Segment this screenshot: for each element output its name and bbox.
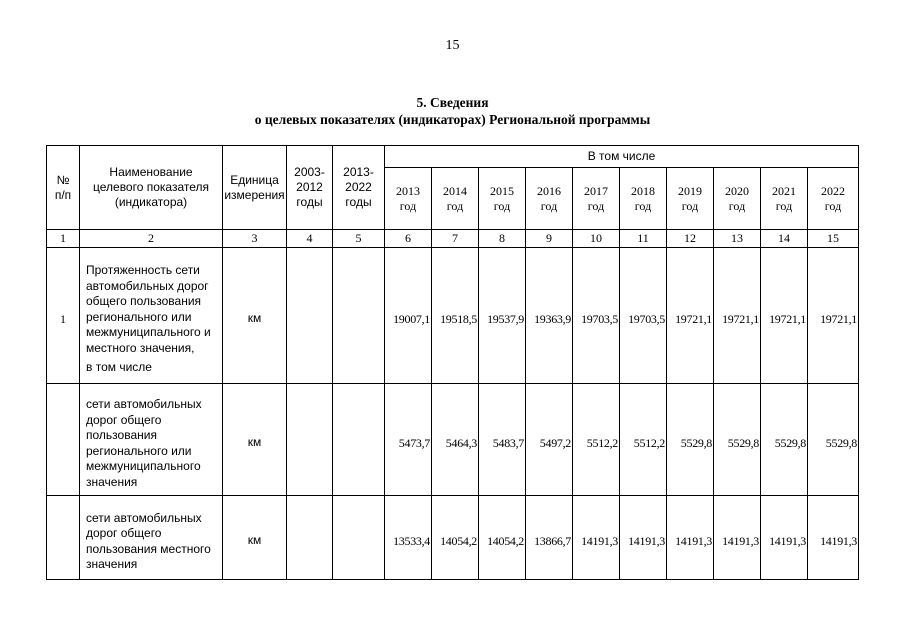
row-number: 1 [47, 248, 80, 384]
column-number: 4 [287, 230, 333, 248]
value-2019: 14191,3 [667, 496, 714, 580]
value-2020: 14191,3 [714, 496, 761, 580]
column-number: 5 [333, 230, 385, 248]
value-2003-2012 [287, 496, 333, 580]
header-year: 2020 год [714, 168, 761, 230]
table-row [47, 496, 859, 580]
value-2022: 19721,1 [808, 248, 859, 384]
indicator-name-sub: в том числе [86, 360, 152, 375]
value-2016: 5497,2 [526, 384, 573, 496]
header-year: 2017 год [573, 168, 620, 230]
indicator-name: сети автомобильных дорог общего пользования местного значения [80, 496, 223, 580]
value-2017: 5512,2 [573, 384, 620, 496]
column-number: 9 [526, 230, 573, 248]
header-year: 2021 год [761, 168, 808, 230]
header-num: № п/п [47, 146, 80, 230]
value-2016: 19363,9 [526, 248, 573, 384]
column-number: 15 [808, 230, 859, 248]
column-number: 8 [479, 230, 526, 248]
column-number: 1 [47, 230, 80, 248]
header-period-2013-2022: 2013- 2022 годы [333, 146, 385, 230]
value-2014: 14054,2 [432, 496, 479, 580]
column-number: 2 [80, 230, 223, 248]
value-2013: 5473,7 [385, 384, 432, 496]
value-2015: 14054,2 [479, 496, 526, 580]
column-number: 3 [223, 230, 287, 248]
value-2013-2022 [333, 384, 385, 496]
header-unit: Единица измерения [223, 146, 287, 230]
value-2003-2012 [287, 384, 333, 496]
value-2022: 14191,3 [808, 496, 859, 580]
row-number [47, 384, 80, 496]
indicator-name-main: Протяженность сети автомобильных дорог общего пользования регионального или межмуниципального и местного значения, [86, 263, 211, 355]
header-including: В том числе [385, 146, 859, 168]
column-number: 14 [761, 230, 808, 248]
value-2021: 14191,3 [761, 496, 808, 580]
value-2017: 19703,5 [573, 248, 620, 384]
section-title [0, 94, 905, 128]
column-number: 11 [620, 230, 667, 248]
section-title-line2: о целевых показателях (индикаторах) Региональной программы [254, 112, 651, 127]
value-2014: 19518,5 [432, 248, 479, 384]
value-2018: 5512,2 [620, 384, 667, 496]
row-number [47, 496, 80, 580]
column-number: 7 [432, 230, 479, 248]
column-number: 10 [573, 230, 620, 248]
value-2021: 19721,1 [761, 248, 808, 384]
value-2013: 13533,4 [385, 496, 432, 580]
page-number: 15 [445, 38, 460, 53]
header-year: 2019 год [667, 168, 714, 230]
header-year: 2018 год [620, 168, 667, 230]
header-year: 2016 год [526, 168, 573, 230]
column-number-row [47, 230, 859, 248]
header-indicator-name: Наименование целевого показателя (индикатора) [80, 146, 223, 230]
header-year: 2022 год [808, 168, 859, 230]
value-2015: 19537,9 [479, 248, 526, 384]
column-number: 13 [714, 230, 761, 248]
header-year: 2015 год [479, 168, 526, 230]
value-2013-2022 [333, 248, 385, 384]
value-2013-2022 [333, 496, 385, 580]
value-2015: 5483,7 [479, 384, 526, 496]
value-2014: 5464,3 [432, 384, 479, 496]
value-2020: 5529,8 [714, 384, 761, 496]
unit: км [223, 248, 287, 384]
indicator-name: сети автомобильных дорог общего пользования регионального или межмуниципального значения [80, 384, 223, 496]
value-2013: 19007,1 [385, 248, 432, 384]
table-row [47, 248, 859, 384]
unit: км [223, 384, 287, 496]
value-2019: 5529,8 [667, 384, 714, 496]
value-2016: 13866,7 [526, 496, 573, 580]
value-2020: 19721,1 [714, 248, 761, 384]
header-year: 2013 год [385, 168, 432, 230]
value-2018: 19703,5 [620, 248, 667, 384]
column-number: 6 [385, 230, 432, 248]
section-title-line1: 5. Сведения [416, 95, 489, 110]
value-2017: 14191,3 [573, 496, 620, 580]
header-period-2003-2012: 2003- 2012 годы [287, 146, 333, 230]
header-year: 2014 год [432, 168, 479, 230]
value-2003-2012 [287, 248, 333, 384]
indicators-table [46, 145, 859, 580]
value-2018: 14191,3 [620, 496, 667, 580]
value-2019: 19721,1 [667, 248, 714, 384]
value-2021: 5529,8 [761, 384, 808, 496]
column-number: 12 [667, 230, 714, 248]
table-row [47, 384, 859, 496]
unit: км [223, 496, 287, 580]
indicator-name [80, 248, 223, 384]
value-2022: 5529,8 [808, 384, 859, 496]
